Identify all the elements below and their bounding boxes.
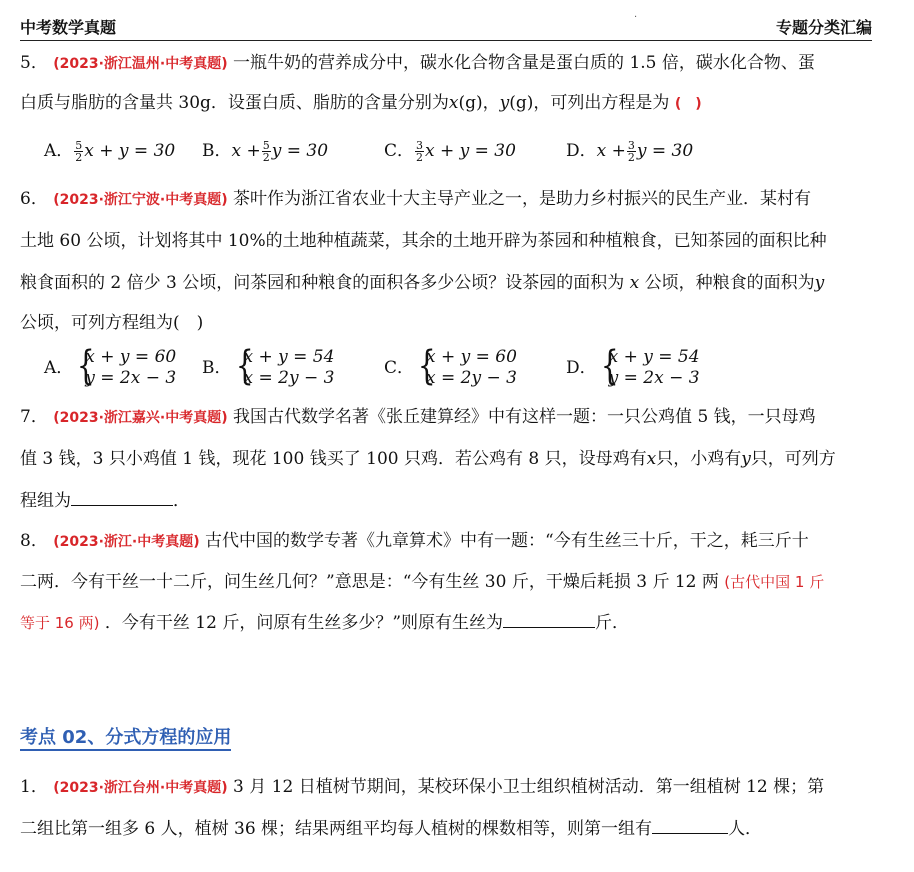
q5-option-a-expr: x + y = 30 <box>84 141 176 161</box>
system-row-1: x + y = 60 <box>426 347 517 367</box>
system-row-2: x = 2y − 3 <box>243 368 335 388</box>
frac-numerator: 3 <box>627 139 635 152</box>
q6-text-2: 土地 60 公顷，计划将其中 10%的土地种植蔬菜，其余的土地开辟为茶园和种植粮食，已知茶园的面积比种 <box>20 231 827 251</box>
s2q1-line2 <box>20 817 762 840</box>
brace-icon: { <box>235 343 254 389</box>
q7-text-1: 我国古代数学名著《张丘建算经》中有这样一题：一只公鸡值 5 钱，一只母鸡 <box>233 407 816 427</box>
s2q1-text-2a: 二组比第一组多 6 人，植树 36 棵；结果两组平均每人植树的棵数相等，则第一组有 <box>20 819 653 839</box>
q8-number: 8． <box>20 531 48 551</box>
q8-text-3b: 斤． <box>595 613 630 633</box>
q7-var-y: y <box>741 449 751 469</box>
frac-denominator: 2 <box>262 151 270 164</box>
header-left-title: 中考数学真题 <box>20 18 117 37</box>
q6-var-x: x <box>629 273 640 293</box>
q5-option-c-expr: x + y = 30 <box>425 141 516 161</box>
q5-text-2b: (g)，可列出方程是为 <box>509 93 670 113</box>
q5-option-b-head: x + <box>231 141 261 161</box>
q6-line2 <box>20 230 827 252</box>
q8-note-2: 等于 16 两) <box>20 614 100 632</box>
q6-option-d-system <box>597 343 700 389</box>
q7-source: (2023·浙江嘉兴·中考真题) <box>53 410 228 426</box>
q6-var-y: y <box>814 273 825 293</box>
s2q1-text-1: 3 月 12 日植树节期间，某校环保小卫士组织植树活动．第一组植树 12 棵；第 <box>233 777 825 797</box>
q7-text-2b: 只，小鸡有 <box>656 449 742 469</box>
q6-text-1: 茶叶作为浙江省农业十大主导产业之一，是助力乡村振兴的民生产业．某村有 <box>233 189 812 209</box>
q7-answer-blank[interactable] <box>71 489 173 506</box>
q5-number: 5． <box>20 53 48 73</box>
q5-option-c-label: C． <box>384 141 415 161</box>
q5-option-d-expr: y = 30 <box>636 141 694 161</box>
q8-text-2a: 二两．今有干丝一十二斤，问生丝几何？”意思是：“今有生丝 30 斤，干燥后耗损 3 斤 12 两 <box>20 572 719 592</box>
q5-option-a <box>44 140 175 163</box>
frac-denominator: 2 <box>416 151 424 164</box>
s2q1-line1 <box>20 776 824 799</box>
frac-numerator: 3 <box>416 139 424 152</box>
system-row-2: y = 2x − 3 <box>608 368 700 388</box>
header-dot: · <box>634 12 638 23</box>
q7-line3 <box>20 489 190 512</box>
q5-option-b <box>202 140 328 163</box>
q5-source: (2023·浙江温州·中考真题) <box>53 56 228 72</box>
system-row-2: y = 2x − 3 <box>85 368 177 388</box>
page-header <box>20 12 872 41</box>
system-row-2: x = 2y − 3 <box>426 368 517 388</box>
q6-option-a-system <box>73 343 177 389</box>
q7-text-2a: 值 3 钱，3 只小鸡值 1 钱，现花 100 钱买了 100 只鸡．若公鸡有 8 只，设母鸡有 <box>20 449 647 469</box>
q6-text-3b: 公顷，种粮食的面积为 <box>644 273 815 293</box>
q5-var-x: x <box>448 93 459 113</box>
header-right-title: 专题分类汇编 <box>775 18 872 37</box>
q6-line3 <box>20 272 824 294</box>
q6-option-a-label: A． <box>44 358 74 378</box>
q6-option-a <box>44 343 177 389</box>
frac-denominator: 2 <box>627 151 635 164</box>
q5-option-b-label: B． <box>202 141 232 161</box>
q5-option-d-label: D． <box>566 141 597 161</box>
q5-unit-g1: (g)， <box>458 93 500 113</box>
s2q1-number: 1． <box>20 777 48 797</box>
q6-number: 6． <box>20 189 48 209</box>
q7-var-x: x <box>646 449 657 469</box>
q8-line3 <box>20 611 629 634</box>
q6-line4 <box>20 312 203 334</box>
q8-source: (2023·浙江·中考真题) <box>53 534 200 550</box>
q6-option-d-label: D． <box>566 358 597 378</box>
q6-option-c-label: C． <box>384 358 415 378</box>
q5-line1 <box>20 52 815 75</box>
q7-text-3a: 程组为 <box>20 491 71 511</box>
brace-icon: { <box>600 343 619 389</box>
q5-answer-bracket: ( ) <box>674 96 702 112</box>
q7-text-3b: ． <box>173 491 190 511</box>
q6-option-c <box>384 343 517 389</box>
q6-text-4: 公顷，可列方程组为( ) <box>20 313 204 333</box>
q5-option-d-frac <box>627 140 636 163</box>
q6-line1 <box>20 188 811 211</box>
q6-option-b-label: B． <box>202 358 232 378</box>
q8-answer-blank[interactable] <box>503 611 595 628</box>
q6-option-d <box>566 343 700 389</box>
q6-source: (2023·浙江宁波·中考真题) <box>53 192 228 208</box>
frac-numerator: 5 <box>75 139 83 152</box>
q6-text-3a: 粮食面积的 2 倍少 3 公顷，问茶园和种粮食的面积各多少公顷？设茶园的面积为 <box>20 273 625 293</box>
q7-line1 <box>20 406 816 429</box>
q8-line1 <box>20 530 809 553</box>
q7-number: 7． <box>20 407 48 427</box>
q6-option-c-system <box>414 343 517 389</box>
q5-option-a-frac <box>74 140 83 163</box>
q7-line2 <box>20 448 836 470</box>
q7-text-2c: 只，可列方 <box>750 449 836 469</box>
q5-option-a-label: A． <box>44 141 74 161</box>
s2q1-text-2b: 人． <box>728 819 763 839</box>
s2q1-source: (2023·浙江台州·中考真题) <box>53 780 228 796</box>
q5-line2 <box>20 92 702 115</box>
q5-var-y: y <box>499 93 510 113</box>
brace-icon: { <box>77 343 95 389</box>
q8-text-1: 古代中国的数学专著《九章算术》中有一题：“今有生丝三十斤，干之，耗三斤十 <box>205 531 809 551</box>
brace-icon: { <box>417 343 436 389</box>
q5-text-2a: 白质与脂肪的含量共 30g．设蛋白质、脂肪的含量分别为 <box>20 93 449 113</box>
q5-option-d-head: x + <box>596 141 626 161</box>
frac-denominator: 2 <box>75 151 83 164</box>
system-row-1: x + y = 60 <box>85 347 177 367</box>
q6-option-b <box>202 343 335 389</box>
frac-numerator: 5 <box>262 139 270 152</box>
system-row-1: x + y = 54 <box>243 347 335 367</box>
q5-option-d <box>566 140 693 163</box>
q8-note-1: (古代中国 1 斤 <box>724 573 825 591</box>
q8-line2 <box>20 571 824 593</box>
q5-option-b-frac <box>262 140 271 163</box>
q5-option-c <box>384 140 516 163</box>
q5-option-b-expr: y = 30 <box>271 141 329 161</box>
system-row-1: x + y = 54 <box>608 347 700 367</box>
q6-option-b-system <box>232 343 335 389</box>
q5-text-1: 一瓶牛奶的营养成分中，碳水化合物含量是蛋白质的 1.5 倍，碳水化合物、蛋 <box>233 53 815 73</box>
s2q1-answer-blank[interactable] <box>652 817 728 834</box>
q5-option-c-frac <box>415 140 424 163</box>
section-title: 考点 02、分式方程的应用 <box>20 727 231 751</box>
q8-text-3a: ．今有干丝 12 斤，问原有生丝多少？”则原有生丝为 <box>104 613 504 633</box>
